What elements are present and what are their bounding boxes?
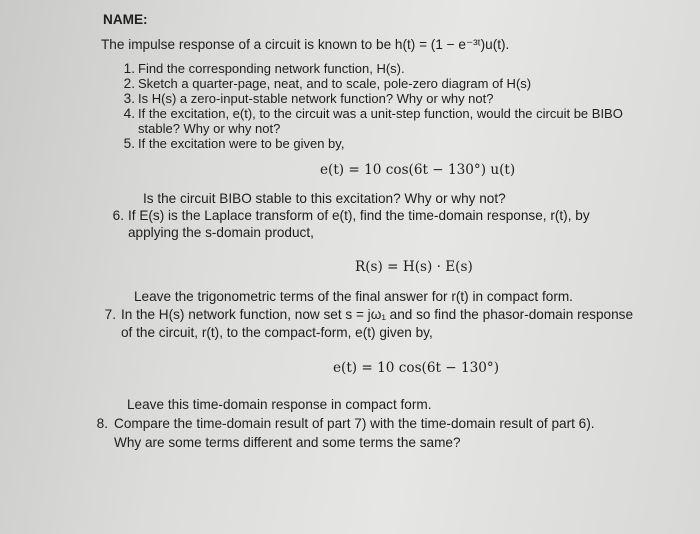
item-text: If E(s) is the Laplace transform of e(t), find the time-domain response, r(t), by	[128, 208, 590, 223]
item-text: Is H(s) a zero-input-stable network function? Why or why not?	[138, 91, 494, 106]
item-text: If the excitation, e(t), to the circuit was a unit-step function, would the circuit be BIBO	[138, 106, 623, 121]
excitation-equation: e(t) = 10 cos(6t − 130°) u(t)	[320, 162, 516, 178]
item-text-continued: of the circuit, r(t), to the compact-form, e(t) given by,	[121, 325, 433, 340]
item-text: Compare the time-domain result of part 7) with the time-domain result of part 6).	[114, 416, 595, 431]
item-number: 2.	[123, 76, 135, 91]
question-6-followup: Leave the trigonometric terms of the final answer for r(t) in compact form.	[134, 289, 573, 304]
name-heading: NAME:	[103, 12, 148, 27]
item-number: 1.	[123, 61, 135, 76]
item-number: 6.	[112, 208, 124, 223]
item-text: Find the corresponding network function, H(s).	[138, 61, 405, 76]
item-text: In the H(s) network function, now set s = jω₁ and so find the phasor-domain response	[121, 307, 634, 322]
item-number: 4.	[123, 106, 135, 121]
item-text: If the excitation were to be given by,	[138, 136, 345, 151]
intro-text: The impulse response of a circuit is known to be h(t) = (1 − e⁻³ᵗ)u(t).	[101, 37, 510, 52]
compact-excitation-equation: e(t) = 10 cos(6t − 130°)	[333, 360, 500, 376]
item-text-continued: applying the s-domain product,	[128, 225, 314, 240]
item-text-continued: Why are some terms different and some terms the same?	[114, 435, 461, 450]
item-text-continued: stable? Why or why not?	[138, 121, 281, 136]
product-equation: R(s) = H(s) · E(s)	[355, 259, 473, 275]
item-text: Sketch a quarter-page, neat, and to scale, pole-zero diagram of H(s)	[138, 76, 532, 91]
question-5-followup: Is the circuit BIBO stable to this excitation? Why or why not?	[143, 191, 506, 206]
item-number: 3.	[123, 91, 135, 106]
item-number: 8.	[96, 416, 108, 431]
question-7-followup: Leave this time-domain response in compact form.	[127, 397, 432, 412]
item-number: 5.	[123, 136, 135, 151]
item-number: 7.	[104, 307, 116, 322]
